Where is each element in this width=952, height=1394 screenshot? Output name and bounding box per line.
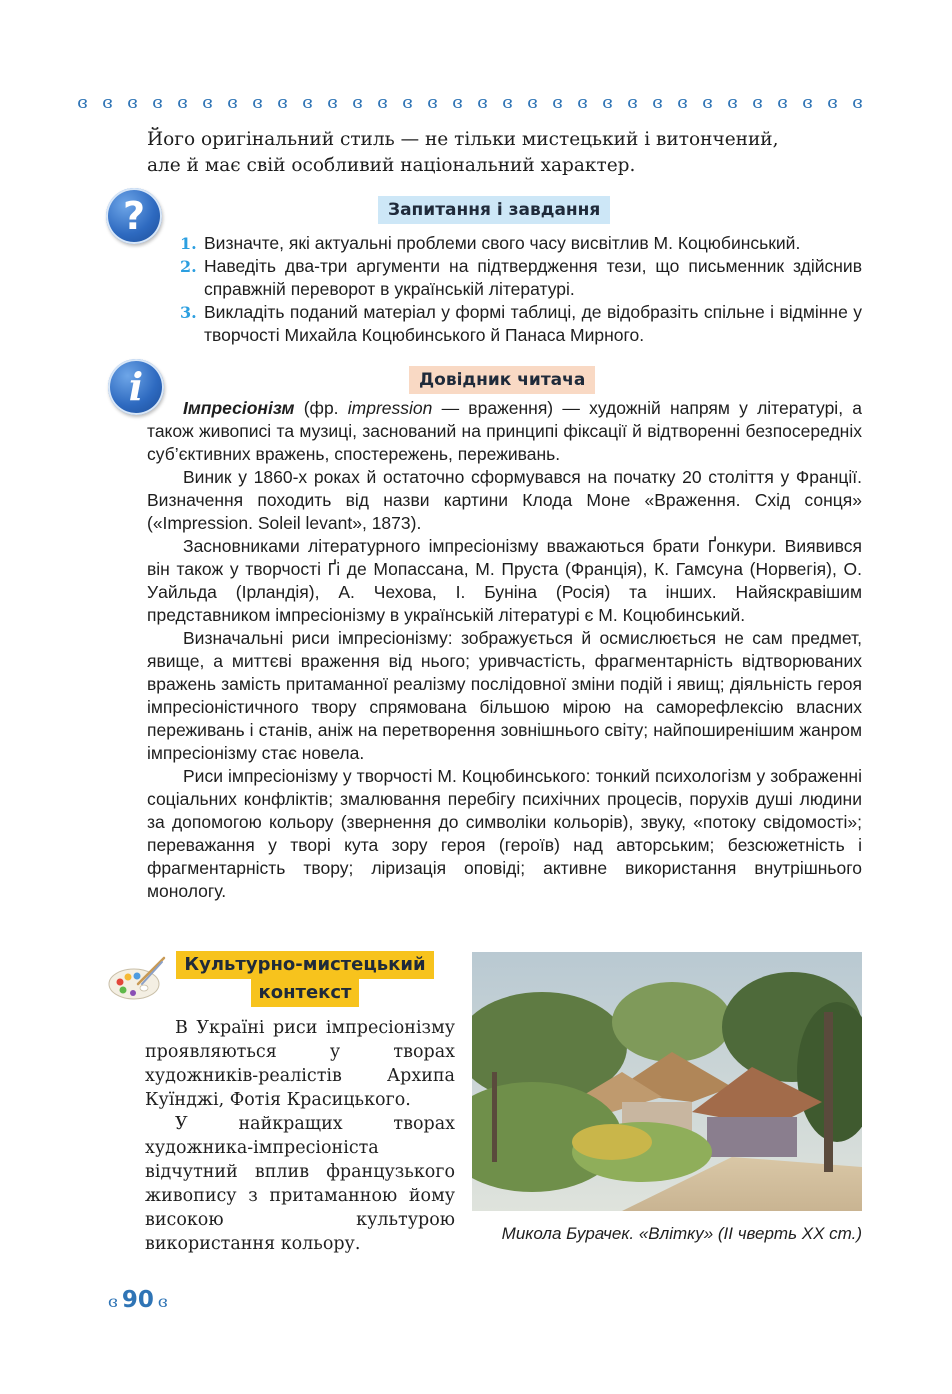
ornament-glyph: ɞ [602,93,613,113]
reader-reference [147,397,862,903]
list-item [180,255,862,301]
culture-text [145,1016,455,1256]
ornament-glyph: ɞ [352,93,363,113]
ornament-glyph: ɞ [577,93,588,113]
item-number: 3. [180,303,197,322]
questions-heading: Запитання і завдання [378,196,610,224]
ornament-glyph: ɞ [677,93,688,113]
ornament-glyph: ɞ [127,93,138,113]
culture-heading-line: контекст [251,979,360,1007]
item-number: 2. [180,257,197,276]
painting-caption: Микола Бурачек. «Влітку» (ІІ чверть ХХ ст.) [501,1224,862,1243]
intro-line: Його оригінальний стиль — не тільки мистецький і витончений, [147,129,779,150]
page-number [108,1285,168,1315]
ornament-glyph: ɞ [527,93,538,113]
paragraph: Риси імпресіонізму у творчості М. Коцюбинського: тонкий психологізм у зображенні соціальних конфліктів; змалювання перебігу психічних процесів, порухів душі людини за допомогою кольору (звернення до символіки кольорів), звуку, «потоку свідомості»; переважання у творі кута зору героя (героїв) над авторським; безсюжетність і фрагментарність твору; ліризація оповіді; активне використання внутрішнього монологу. [147,766,862,901]
ornament-glyph: ɞ [627,93,638,113]
paragraph: В Україні риси імпресіонізму проявляються у творах художників-реалістів Архипа Куїнджі, Фотія Красицького. [145,1018,455,1110]
info-icon: i [108,359,164,415]
item-text: Визначте, які актуальні проблеми свого часу висвітлив М. Коцюбинський. [204,233,801,253]
item-number: 1. [180,234,197,253]
item-text: Наведіть два-три аргументи на підтвердження тези, що письменник здійснив справжній переворот в українській літературі. [204,256,862,299]
culture-heading-line: Культурно-мистецький [176,951,433,979]
paragraph: Визначальні риси імпресіонізму: зображується й осмислюється не сам предмет, явище, а миттєві враження від нього; уривчастість, фрагментарність відтворюваних вражень замість притаманної реалізму послідовної зміни подій і явищ; діяльність героя імпресіоністичного твору спрямована більшою мірою на саморефлексію власних переживань і станів, аніж на перетворення зовнішнього світу; найпоширенішим жанром імпресіонізму стає новела. [147,628,862,763]
ornament-glyph: ɞ [252,93,263,113]
paragraph: Виник у 1860-х роках й остаточно сформувався на початку 20 століття у Франції. Визначення походить від назви картини Клода Моне «Враження. Схід сонця» («Impression. Soleil levant», 1873). [147,467,862,533]
ornament-glyph: ɞ [402,93,413,113]
definition-paragraph [147,397,862,466]
ornament-glyph: ɞ [502,93,513,113]
ornament-glyph: ɞ [777,93,788,113]
ornament-glyph: ɞ [827,93,838,113]
ornament-divider [70,92,870,114]
ornament-glyph: ɞ [202,93,213,113]
page-number-value: 90 [121,1287,154,1313]
ornament-glyph: ɞ [752,93,763,113]
ornament-glyph: ɞ [77,93,88,113]
culture-heading [170,951,440,1007]
questions-list [180,232,862,347]
ornament-glyph: ɞ [652,93,663,113]
ornament-glyph: ɞ [152,93,163,113]
ornament-right: ɞ [157,1292,168,1311]
item-text: Викладіть поданий матеріал у формі таблиці, де відобразіть спільне і відмінне у творчості Михайла Коцюбинського й Панаса Мирного. [204,302,862,345]
ornament-glyph: ɞ [852,93,863,113]
ornament-glyph: ɞ [452,93,463,113]
list-item [180,301,862,347]
paragraph: У найкращих творах художника-імпресіоніста відчутний вплив французького живопису з притаманною йому високою культурою використання кольору. [145,1114,455,1254]
term: Імпресіонізм [183,398,295,418]
ornament-glyph: ɞ [727,93,738,113]
intro-line: але й має свій особливий національний характер. [147,155,636,176]
ornament-glyph: ɞ [277,93,288,113]
ornament-glyph: ɞ [802,93,813,113]
ornament-glyph: ɞ [477,93,488,113]
reader-heading: Довідник читача [409,366,595,394]
intro-paragraph [147,127,863,179]
definition-text: (фр. [294,398,348,418]
question-icon: ? [106,188,162,244]
list-item [180,232,862,255]
ornament-glyph: ɞ [302,93,313,113]
palette-icon [108,954,166,1002]
definition-text: — враження) — художній напрям у літературі, а також живописі та музиці, заснований на принципі фіксації й відтворенні безпосередніх суб’єктивних вражень, спостережень, переживань. [147,398,862,464]
ornament-glyph: ɞ [377,93,388,113]
painting-image [472,952,862,1211]
ornament-glyph: ɞ [227,93,238,113]
ornament-glyph: ɞ [427,93,438,113]
ornament-glyph: ɞ [177,93,188,113]
ornament-glyph: ɞ [552,93,563,113]
ornament-glyph: ɞ [102,93,113,113]
paragraph: Засновниками літературного імпресіонізму вважаються брати Ґонкури. Виявився він також у творчості Ґі де Мопассана, М. Пруста (Франція), К. Гамсуна (Норвегія), О. Уайльда (Ірландія), А. Чехова, І. Буніна (Росія) та інших. Найяскравішим представником імпресіонізму в українській літературі є М. Коцюбинський. [147,536,862,625]
foreign-word: impression [347,398,433,418]
ornament-left: ɞ [108,1292,118,1311]
ornament-glyph: ɞ [702,93,713,113]
ornament-glyph: ɞ [327,93,338,113]
